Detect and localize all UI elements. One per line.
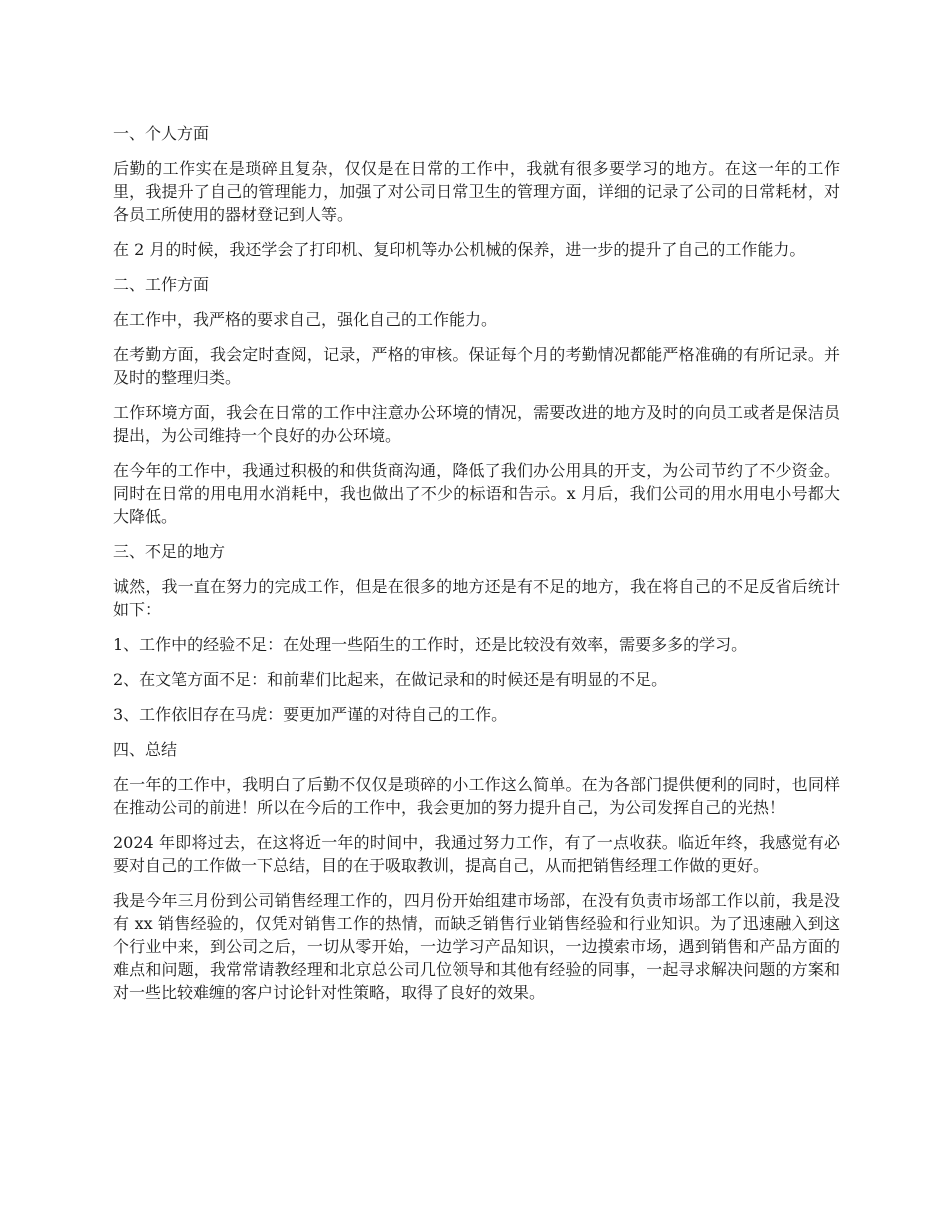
list-item: 2、在文笔方面不足：和前辈们比起来，在做记录和的时候还是有明显的不足。 — [113, 670, 668, 689]
section-heading: 三、不足的地方 — [113, 542, 226, 561]
paragraph: 2024 年即将过去，在这将近一年的时间中，我通过努力工作，有了一点收获。临近年终，我感觉有必要对自己的工作做一下总结，目的在于吸取教训，提高自己，从而把销售经理工作做的更好。 — [113, 833, 840, 875]
paragraph: 在考勤方面，我会定时查阅，记录，严格的审核。保证每个月的考勤情况都能严格准确的有所记录。并及时的整理归类。 — [113, 345, 840, 387]
paragraph: 在工作中，我严格的要求自己，强化自己的工作能力。 — [113, 310, 498, 329]
list-item: 1、工作中的经验不足：在处理一些陌生的工作时，还是比较没有效率，需要多多的学习。 — [113, 635, 748, 654]
list-item: 3、工作依旧存在马虎：要更加严谨的对待自己的工作。 — [113, 705, 508, 724]
paragraph: 在今年的工作中，我通过积极的和供货商沟通，降低了我们办公用具的开支，为公司节约了不少资金。同时在日常的用电用水消耗中，我也做出了不少的标语和告示。x 月后，我们公司的用水用电小号都大大降低。 — [113, 461, 840, 526]
paragraph: 后勤的工作实在是琐碎且复杂，仅仅是在日常的工作中，我就有很多要学习的地方。在这一年的工作里，我提升了自己的管理能力，加强了对公司日常卫生的管理方面，详细的记录了公司的日常耗材，对各员工所使用的器材登记到人等。 — [113, 159, 840, 224]
document-body — [113, 122, 840, 1016]
paragraph: 诚然，我一直在努力的完成工作，但是在很多的地方还是有不足的地方，我在将自己的不足反省后统计如下： — [113, 577, 840, 619]
section-shortcomings — [113, 540, 840, 726]
section-work — [113, 273, 840, 528]
paragraph: 在一年的工作中，我明白了后勤不仅仅是琐碎的小工作这么简单。在为各部门提供便利的同时，也同样在推动公司的前进！所以在今后的工作中，我会更加的努力提升自己，为公司发挥自己的光热！ — [113, 775, 840, 817]
paragraph: 在 2 月的时候，我还学会了打印机、复印机等办公机械的保养，进一步的提升了自己的工作能力。 — [113, 240, 806, 259]
section-heading: 一、个人方面 — [113, 124, 210, 143]
section-heading: 二、工作方面 — [113, 275, 210, 294]
paragraph: 工作环境方面，我会在日常的工作中注意办公环境的情况，需要改进的地方及时的向员工或者是保洁员提出，为公司维持一个良好的办公环境。 — [113, 403, 840, 445]
section-personal — [113, 122, 840, 261]
paragraph: 我是今年三月份到公司销售经理工作的，四月份开始组建市场部，在没有负责市场部工作以前，我是没有 xx 销售经验的，仅凭对销售工作的热情，而缺乏销售行业销售经验和行业知识。为了迅速融入到这个行业中来，到公司之后，一切从零开始，一边学习产品知识，一边摸索市场，遇到销售和产品方面的难点和问题，我常常请教经理和北京总公司几位领导和其他有经验的同事，一起寻求解决问题的方案和对一些比较难缠的客户讨论针对性策略，取得了良好的效果。 — [113, 891, 840, 1002]
section-summary — [113, 738, 840, 1004]
section-heading: 四、总结 — [113, 740, 178, 759]
